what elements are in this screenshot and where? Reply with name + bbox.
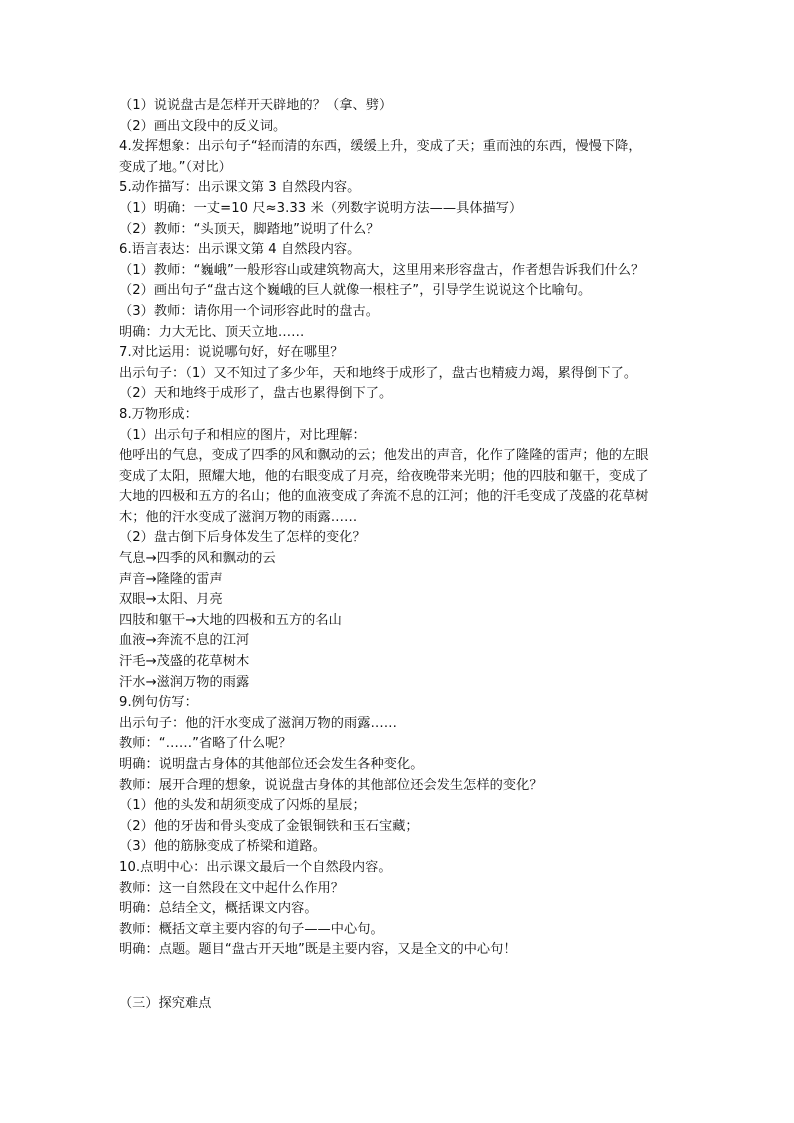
text-line: 出示句子：（1）又不知过了多少年，天和地终于成形了，盘古也精疲力竭，累得倒下了。 (119, 365, 638, 381)
text-line: （2）盘古倒下后身体发生了怎样的变化？ (119, 530, 366, 546)
section-heading: （三）探究难点 (119, 996, 212, 1011)
text-line: 7.对比运用：说说哪句好，好在哪里？ (119, 345, 344, 361)
text-line: 大地的四极和五方的名山；他的血液变成了奔流不息的江河；他的汗毛变成了茂盛的花草树 (119, 489, 649, 505)
text-line: 4.发挥想象：出示句子“轻而清的东西，缓缓上升，变成了天；重而浊的东西，慢慢下降， (119, 139, 642, 155)
text-line: 木；他的汗水变成了滋润万物的雨露…… (119, 509, 358, 525)
text-line: 变成了太阳，照耀大地，他的右眼变成了月亮，给夜晚带来光明；他的四肢和躯干，变成了 (119, 468, 649, 484)
text-line: 变成了地。”（对比） (119, 159, 232, 175)
text-line: 汗水→滋润万物的雨露 (119, 674, 250, 690)
text-line: 教师：概括文章主要内容的句子——中心句。 (119, 921, 384, 937)
text-line: 教师：展开合理的想象，说说盘古身体的其他部位还会发生怎样的变化？ (119, 777, 543, 793)
text-line: （1）教师：“巍峨”一般形容山或建筑物高大，这里用来形容盘古，作者想告诉我们什么？ (119, 262, 645, 278)
text-line: （1）明确：一丈=10 尺≈3.33 米（列数字说明方法——具体描写） (119, 200, 523, 216)
text-line: 气息→四季的风和飘动的云 (119, 551, 276, 567)
text-line: 血液→奔流不息的江河 (119, 633, 250, 649)
text-line: 10.点明中心：出示课文最后一个自然段内容。 (119, 859, 392, 875)
text-line: （2）画出句子“盘古这个巍峨的巨人就像一根柱子”，引导学生说说这个比喻句。 (119, 283, 592, 299)
text-line: 8.万物形成： (119, 406, 198, 422)
text-line: 他呼出的气息，变成了四季的风和飘动的云；他发出的声音，化作了隆隆的雷声；他的左眼 (119, 448, 649, 464)
text-line: （2）教师：“头顶天，脚踏地”说明了什么？ (119, 221, 380, 237)
text-line: （3）他的筋脉变成了桥梁和道路。 (119, 839, 327, 855)
text-line: 出示句子：他的汗水变成了滋润万物的雨露…… (119, 715, 397, 731)
text-line: 汗毛→茂盛的花草树木 (119, 654, 250, 670)
text-line: 教师：“……”省略了什么呢？ (119, 736, 292, 752)
text-line: 5.动作描写：出示课文第 3 自然段内容。 (119, 180, 361, 196)
text-line: 明确：点题。题目“盘古开天地”既是主要内容，又是全文的中心句！ (119, 942, 517, 958)
text-line: 9.例句仿写： (119, 695, 198, 711)
text-line: （2）天和地终于成形了，盘古也累得倒下了。 (119, 386, 393, 402)
text-line: 6.语言表达：出示课文第 4 自然段内容。 (119, 242, 361, 258)
text-line: 教师：这一自然段在文中起什么作用？ (119, 880, 345, 896)
text-line: 声音→隆隆的雷声 (119, 571, 223, 587)
text-line: （1）说说盘古是怎样开天辟地的？（拿、劈） (119, 98, 393, 113)
text-line: （1）他的头发和胡须变成了闪烁的星辰； (119, 798, 366, 814)
text-line: 明确：力大无比、顶天立地…… (119, 324, 305, 340)
text-line: 明确：说明盘古身体的其他部位还会发生各种变化。 (119, 757, 424, 772)
text-line: 四肢和躯干→大地的四极和五方的名山 (119, 612, 342, 628)
text-line: 明确：总结全文，概括课文内容。 (119, 901, 318, 917)
text-line: （3）教师：请你用一个词形容此时的盘古。 (119, 303, 379, 319)
text-line: （2）画出文段中的反义词。 (119, 118, 287, 134)
text-line: （1）出示句子和相应的图片，对比理解： (119, 427, 366, 443)
text-line: 双眼→太阳、月亮 (119, 592, 223, 608)
document-body (119, 96, 689, 961)
text-line: （2）他的牙齿和骨头变成了金银铜铁和玉石宝藏； (119, 818, 419, 834)
